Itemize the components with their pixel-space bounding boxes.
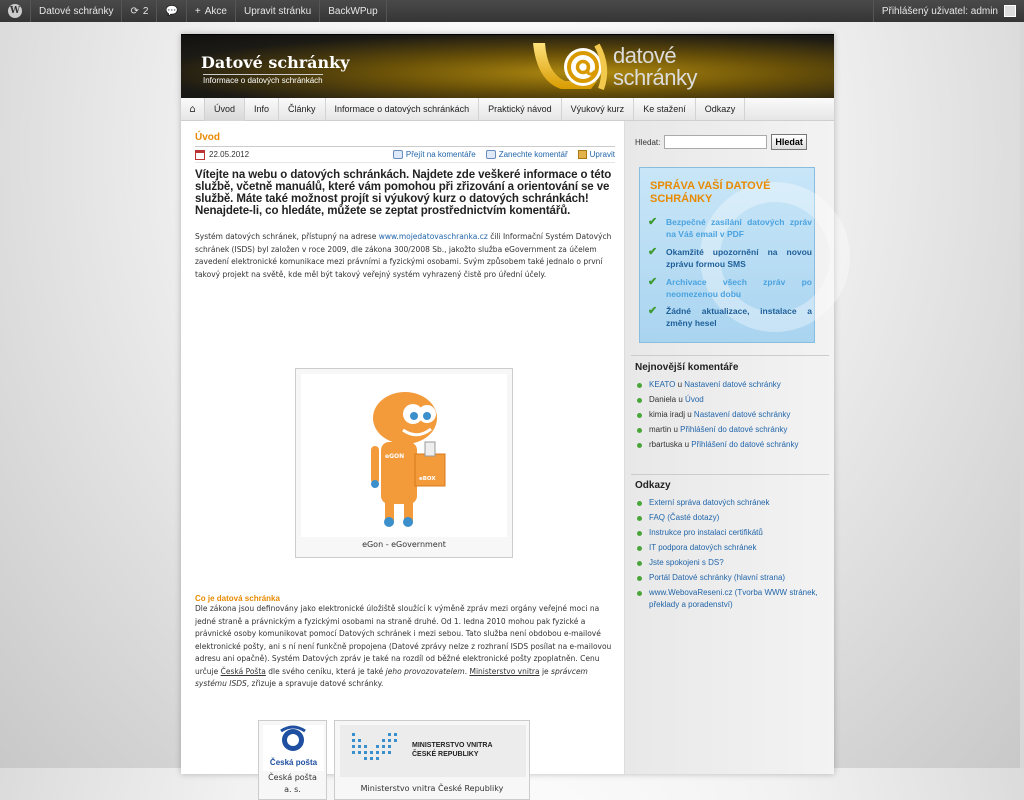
comment-post-link[interactable]: Nastavení datové schránky [693, 410, 791, 419]
ceska-posta-logo-text: Česká pošta [269, 758, 318, 767]
nav-item-ke-stazeni[interactable]: Ke stažení [634, 98, 696, 121]
backwpup-menu[interactable]: BackWPup [320, 0, 386, 22]
logo-text-line1: datové [613, 43, 677, 68]
site-title[interactable]: Datové schránky [201, 53, 350, 72]
promo-banner[interactable] [639, 167, 815, 343]
nav-item-informace[interactable]: Informace o datových schránkách [326, 98, 480, 121]
comment-post-link[interactable]: Přihlášení do datové schránky [680, 425, 788, 434]
ceska-posta-caption-line2: a. s. [284, 785, 301, 794]
logged-in-user-label: Přihlášený uživatel: admin [881, 5, 998, 17]
search-button[interactable]: Hledat [771, 134, 807, 150]
comment-author: rbartuska [649, 440, 683, 449]
ceska-posta-caption: Česká pošta [268, 773, 317, 782]
section-paragraph: Dle zákona jsou definovány jako elektronické úložiště sloužící k výměně zpráv mezi orgány veřejné moci na jedné straně a právnickým a fyzickými osobami na straně druhé. Od 1. ledna 2010 mohou pak fyzické a právnické osoby komunikovat pomocí Datových schránek i mezi sebou. Tato služba není obdobou e-mailové elektronické pošty, ani s ní není funkčně propojena (Datové zprávy nelze z rozhraní ISDS posílat na e-mailovou adresu ani opačně). Systém Datových zpráv je také na rozdíl od běžné elektronické pošty zpoplatněn. Cenu určuje Česká Pošta dle svého ceníku, která je také jeho provozovatelem. Ministerstvo vnitra je správcem systému ISDS, zřizuje a spravuje datové schránky. [195, 604, 612, 688]
nav-item-uvod[interactable]: Úvod [205, 98, 245, 121]
mv-logo-line2: ČESKÉ REPUBLIKY [412, 751, 479, 758]
ministerstvo-vnitra-logo-icon [340, 725, 526, 777]
checkmark-icon: ✔ [648, 216, 658, 228]
edit-page-link[interactable]: Upravit stránku [236, 0, 320, 22]
comments-icon [393, 150, 403, 159]
mv-logo-line1: MINISTERSTVO VNITRA [412, 742, 493, 749]
egon-mascot-image [301, 374, 507, 537]
updates-link[interactable] [122, 0, 157, 22]
new-content-menu[interactable] [187, 0, 236, 22]
blogroll-link[interactable]: FAQ (Časté dotazy) [649, 513, 720, 522]
links-heading: Odkazy [635, 480, 671, 491]
nav-item-odkazy[interactable]: Odkazy [696, 98, 746, 121]
comment-bubble-icon: 💬 [165, 5, 178, 17]
sidebar [624, 121, 834, 774]
intro-paragraph: Systém datových schránek, přístupný na adrese www.mojedatovaschranka.cz čili Informační Systém Datových schránek (ISDS) byl založen v roce 2009, dle zákona 300/2008 Sb., jakožto služba eGovernment za účelem zavedení elektronické komunikace mezi právními a fyzickými osobami. Svým způsobem také jednalo o první takový projekt na světě, kde měl být takový veřejný systém vyhrazený čistě pro úřední účely. [195, 232, 612, 279]
checkmark-icon: ✔ [648, 246, 658, 258]
my-account-menu[interactable] [873, 0, 1024, 22]
egon-caption: eGon - eGovernment [362, 540, 446, 549]
egon-figure [295, 368, 513, 558]
ebox-label: eBOX [419, 476, 436, 482]
new-content-label: Akce [204, 5, 227, 17]
promo-item: ✔ Žádné aktualizace, instalace a změny hesel [648, 305, 812, 328]
ministerstvo-vnitra-caption: Ministerstvo vnitra České Republiky [360, 784, 504, 793]
recent-comments-list [635, 379, 825, 454]
comment-post-link[interactable]: Nastavení datové schránky [684, 380, 781, 389]
site-header [181, 34, 834, 98]
blogroll-link[interactable]: Portál Datové schránky (hlavní strana) [649, 573, 786, 582]
list-item: martin u Přihlášení do datové schránky [635, 424, 825, 436]
list-item [635, 557, 825, 569]
comment-author: kimia iradj [649, 410, 686, 419]
list-item: rbartuska u Přihlášení do datové schránky [635, 439, 825, 451]
site-description: Informace o datových schránkách [203, 76, 323, 85]
isds-link[interactable]: www.mojedatovaschranka.cz [378, 232, 488, 241]
main-content [195, 132, 615, 794]
home-icon[interactable]: ⌂ [181, 98, 205, 121]
edit-post-link[interactable]: Upravit [578, 150, 615, 159]
list-item: KEATO u Nastavení datové schránky [635, 379, 825, 391]
divider [631, 355, 829, 356]
egon-label: eGON [385, 453, 405, 460]
refresh-icon: ⟳ [130, 5, 139, 17]
recent-comments-heading: Nejnovější komentáře [635, 362, 739, 373]
list-item [635, 497, 825, 509]
main-navigation [181, 98, 834, 121]
divider [631, 474, 829, 475]
promo-item: ✔ Okamžité upozornění na novou zprávu formou SMS [648, 246, 812, 269]
post-lead: Vítejte na webu o datových schránkách. Najdete zde veškeré informace o této službě, včetně manuálů, které vám pomohou při zřizování a orientování se ve službě. Máte také možnost projít si výukový kurz o datových schránkách! Nenajdete-li, co hledáte, můžete se zeptat prostřednictvím komentářů. [195, 169, 612, 217]
nav-item-info[interactable]: Info [245, 98, 279, 121]
blogroll-link[interactable]: Instrukce pro instalaci certifikátů [649, 528, 763, 537]
scrollbar[interactable] [1020, 22, 1024, 768]
post-title: Úvod [195, 132, 615, 147]
nav-item-prakticky-navod[interactable]: Praktický návod [479, 98, 562, 121]
list-item [635, 572, 825, 584]
comment-post-link[interactable]: Přihlášení do datové schránky [691, 440, 799, 449]
checkmark-icon: ✔ [648, 305, 658, 317]
search-label: Hledat: [635, 137, 661, 147]
logo-text-line2: schránky [613, 65, 698, 90]
ceska-posta-link[interactable]: Česká Pošta [220, 666, 266, 676]
search-form [635, 134, 807, 150]
ministerstvo-vnitra-link[interactable]: Ministerstvo vnitra [469, 666, 540, 676]
blogroll-link[interactable]: IT podpora datových schránek [649, 543, 757, 552]
comments-jump-link[interactable]: Přejít na komentáře [393, 150, 476, 159]
comments-link[interactable] [157, 0, 186, 22]
plus-icon: + [194, 5, 201, 17]
post-actions [393, 150, 615, 159]
list-item: Daniela u Úvod [635, 394, 825, 406]
list-item [635, 512, 825, 524]
blogroll-link[interactable]: Jste spokojeni s DS? [649, 558, 724, 567]
search-input[interactable] [664, 135, 767, 149]
ceska-posta-logo-icon [263, 725, 324, 771]
list-item [635, 587, 825, 610]
avatar [1004, 5, 1016, 17]
promo-item: ✔ Bezpečné zasílání datových zpráv na Váš email v PDF [648, 216, 812, 239]
comment-author-link[interactable]: KEATO [649, 380, 676, 389]
blogroll-link[interactable]: www.WebovaReseni.cz (Tvorba WWW stránek, překlady a poradenství) [649, 588, 818, 609]
section-heading: Co je datová schránka [195, 594, 280, 603]
ceska-posta-figure [258, 720, 327, 800]
page-wrapper [181, 34, 834, 794]
list-item: kimia iradj u Nastavení datové schránky [635, 409, 825, 421]
updates-count: 2 [142, 5, 149, 17]
nav-item-clanky[interactable]: Články [279, 98, 326, 121]
calendar-icon [195, 150, 205, 160]
promo-title: SPRÁVA VAŠÍ DATOVÉ SCHRÁNKY [650, 180, 771, 205]
nav-item-vyukovy-kurz[interactable]: Výukový kurz [562, 98, 635, 121]
wordpress-menu[interactable] [0, 0, 31, 22]
comment-author: Daniela [649, 395, 677, 404]
checkmark-icon: ✔ [648, 276, 658, 288]
wordpress-logo-icon: W [9, 6, 21, 16]
post-date-text: 22.05.2012 [209, 150, 250, 159]
ministerstvo-vnitra-figure [334, 720, 530, 800]
promo-item: ✔ Archivace všech zpráv po neomezenou dobu [648, 276, 812, 299]
admin-bar [0, 0, 1024, 22]
post-date [195, 150, 249, 160]
add-comment-icon [486, 150, 496, 159]
list-item [635, 542, 825, 554]
section-co-je-datova-schranka [195, 594, 615, 691]
comment-author: martin [649, 425, 672, 434]
site-name-link[interactable]: Datové schránky [31, 0, 122, 22]
edit-icon [578, 150, 587, 159]
post-meta [195, 147, 615, 163]
links-list [635, 497, 825, 614]
blogroll-link[interactable]: Externí správa datových schránek [649, 498, 770, 507]
comment-post-link[interactable]: Úvod [685, 395, 704, 404]
list-item [635, 527, 825, 539]
leave-comment-link[interactable]: Zanechte komentář [486, 150, 568, 159]
